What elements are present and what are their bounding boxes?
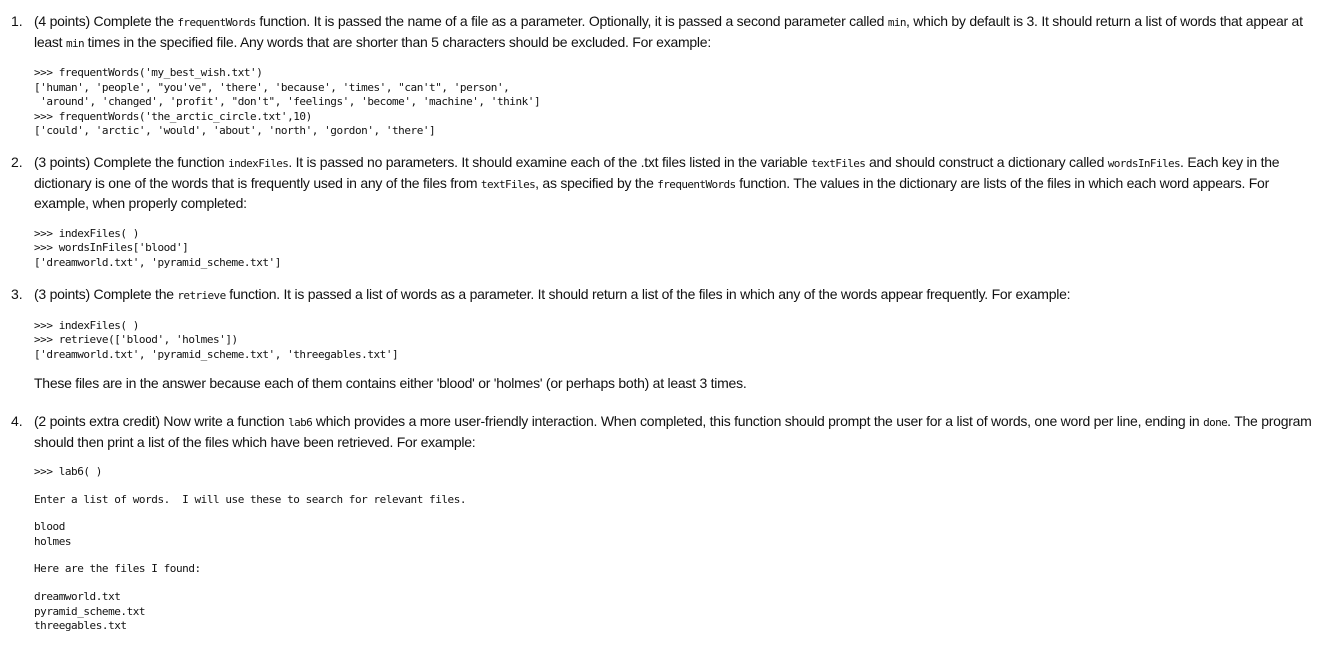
code-example [34,319,1319,363]
user-input-words [34,520,1319,549]
code-line: ['dreamworld.txt', 'pyramid_scheme.txt', 'threegables.txt'] [34,347,399,361]
question-1 [0,12,1319,139]
question-number: 3. [11,286,23,302]
code-line: threegables.txt [34,619,127,633]
code-line: >>> wordsInFiles['blood'] [34,241,189,255]
question-text: (3 points) Complete the function indexFiles. It is passed no parameters. It should examine each of the .txt files listed in the variable textFiles and should construct a dictionary called wordsInFiles. Each key in the dictionary is one of the words that is frequently used in any of the files from textFiles, as specified by the frequentWords function. The values in the dictionary are lists of the files in which each word appears. For example, when properly completed: [34,154,1280,211]
code-example [34,227,1319,271]
code-line: ['human', 'people', "you've", 'there', 'because', 'times', "can't", 'person', [34,80,510,94]
code-line: Here are the files I found: [34,562,201,576]
code-example [34,66,1319,139]
code-line: dreamworld.txt [34,589,121,603]
explanation-text: These files are in the answer because each of them contains either 'blood' or 'holmes' (or perhaps both) at least 3 times. [34,375,747,392]
code-line: blood [34,520,65,534]
question-number: 2. [11,154,23,170]
code-line: >>> lab6( ) [34,465,102,478]
question-3 [0,285,1319,394]
code-line: >>> frequentWords('the_arctic_circle.txt',10) [34,109,312,123]
program-output-intro [34,493,1319,508]
question-number: 4. [11,413,23,429]
code-line: >>> indexFiles( ) [34,318,139,332]
code-line: ['dreamworld.txt', 'pyramid_scheme.txt'] [34,255,281,269]
code-line: >>> retrieve(['blood', 'holmes']) [34,333,238,347]
question-4 [0,412,1319,634]
code-line: >>> frequentWords('my_best_wish.txt') [34,66,263,79]
code-line: ['could', 'arctic', 'would', 'about', 'north', 'gordon', 'there'] [34,124,436,138]
code-line: pyramid_scheme.txt [34,604,146,618]
program-output-header [34,562,1319,577]
code-line: holmes [34,534,72,548]
question-2 [0,153,1319,270]
code-line: >>> indexFiles( ) [34,226,139,240]
question-text: (2 points extra credit) Now write a function lab6 which provides a more user-friendly interaction. When completed, this function should prompt the user for a list of words, one word per line, ending in done. The program should then print a list of the files which have been retrieved. For example: [34,413,1312,450]
code-line: 'around', 'changed', 'profit', "don't", 'feelings', 'become', 'machine', 'think'] [34,95,541,109]
question-text: (3 points) Complete the retrieve function. It is passed a list of words as a parameter. It should return a list of the files in which any of the words appear frequently. For example: [34,286,1071,302]
code-prompt [34,465,1319,480]
question-number: 1. [11,13,23,29]
code-line: Enter a list of words. I will use these to search for relevant files. [34,492,467,506]
question-text: (4 points) Complete the frequentWords function. It is passed the name of a file as a parameter. Optionally, it is passed a second parameter called min, which by default is 3. It should return a list of words that appear at least min times in the specified file. Any words that are shorter than 5 characters should be excluded. For example: [34,13,1303,50]
program-output-files [34,590,1319,634]
